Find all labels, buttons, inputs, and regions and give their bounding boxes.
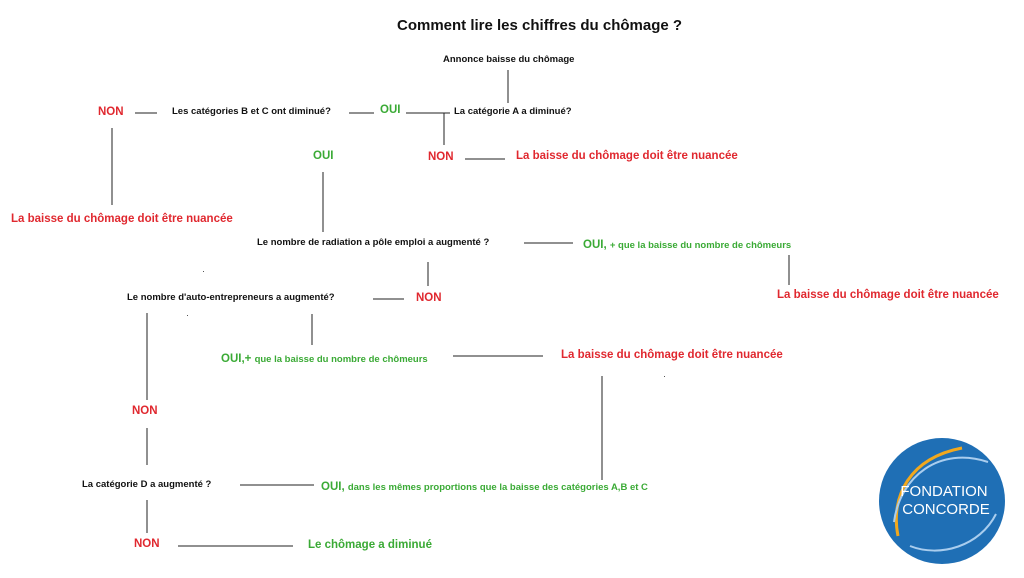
result-nuancee: La baisse du chômage doit être nuancée (561, 349, 783, 361)
oui-detail: dans les mêmes proportions que la baisse des catégories A,B et C (347, 482, 648, 493)
question-category-a: La catégorie A a diminué? (454, 106, 572, 117)
logo-line2: CONCORDE (902, 501, 990, 518)
logo-line1: FONDATION (900, 483, 988, 500)
question-category-d: La catégorie D a augmenté ? (82, 479, 212, 490)
oui-label: OUI (380, 104, 401, 116)
result-nuancee: La baisse du chômage doit être nuancée (777, 289, 999, 301)
non-label: NON (132, 405, 158, 417)
non-label: NON (416, 292, 442, 304)
question-auto-entrepreneurs: Le nombre d'auto-entrepreneurs a augmenté? (127, 292, 335, 303)
non-label: NON (98, 106, 124, 118)
fondation-concorde-logo (870, 436, 1014, 566)
question-categories-b-c: Les catégories B et C ont diminué? (172, 106, 331, 117)
oui-prefix: OUI, (321, 481, 348, 493)
non-label: NON (428, 151, 454, 163)
result-nuancee: La baisse du chômage doit être nuancée (516, 150, 738, 162)
oui-more-than-decline-label (221, 350, 428, 366)
result-nuancee: La baisse du chômage doit être nuancée (11, 213, 233, 225)
oui-same-proportions-label (321, 478, 648, 494)
start-node: Annonce baisse du chômage (443, 54, 575, 65)
oui-label: OUI (313, 150, 334, 162)
page-title: Comment lire les chiffres du chômage ? (397, 17, 683, 34)
non-label: NON (134, 538, 160, 550)
result-chomage-diminue: Le chômage a diminué (308, 539, 432, 551)
question-radiation: Le nombre de radiation a pôle emploi a augmenté ? (257, 237, 490, 248)
oui-prefix: OUI, (583, 239, 610, 251)
oui-prefix: OUI,+ (221, 353, 255, 365)
oui-detail: + que la baisse du nombre de chômeurs (609, 240, 792, 251)
oui-detail: que la baisse du nombre de chômeurs (254, 354, 428, 365)
oui-more-than-decline-label (583, 236, 791, 252)
